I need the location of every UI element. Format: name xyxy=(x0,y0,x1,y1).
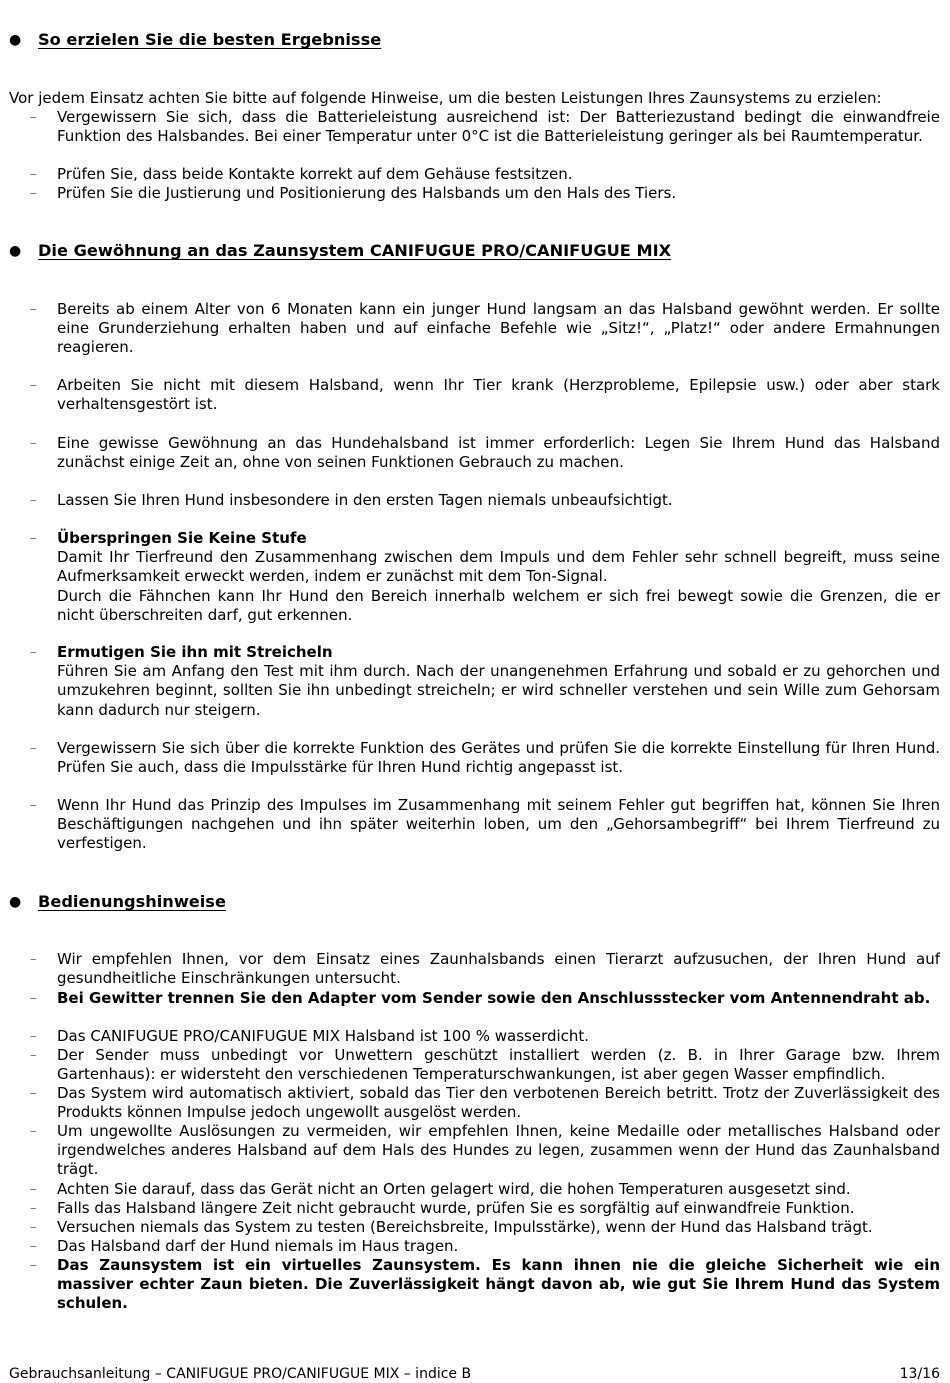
list-item: – Ermutigen Sie ihn mit Streicheln Führen Sie am Anfang den Test mit ihm durch. Nach der unangenehmen Erfahrung und sobald er zu gehorchen und umzukehren beginnt, sollten Sie ihn unbedingt streicheln; er wird schneller verstehen und sein Wille zum Gehorsam kann dadurch nur steigern. xyxy=(9,643,940,720)
dash-marker: – xyxy=(30,302,37,317)
dash-marker: – xyxy=(30,110,37,125)
dash-marker: – xyxy=(30,167,37,182)
dash-marker: – xyxy=(30,531,37,546)
list-item: – Bei Gewitter trennen Sie den Adapter vom Sender sowie den Anschlussstecker vom Antennendraht ab. xyxy=(9,989,940,1008)
list-item: – Arbeiten Sie nicht mit diesem Halsband, wenn Ihr Tier krank (Herzprobleme, Epilepsie usw.) oder aber stark verhaltensgestört ist. xyxy=(9,376,940,414)
bullet-icon: ● xyxy=(9,894,22,910)
section-title: Die Gewöhnung an das Zaunsystem CANIFUGUE PRO/CANIFUGUE MIX xyxy=(38,241,672,260)
list-item: – Das CANIFUGUE PRO/CANIFUGUE MIX Halsband ist 100 % wasserdicht. xyxy=(9,1027,940,1046)
list-item: – Das System wird automatisch aktiviert, sobald das Tier den verbotenen Bereich betritt. Trotz der Zuverlässigkeit des Produkts können Impulse jedoch ungewollt ausgelöst werden. xyxy=(9,1084,940,1122)
list-item: – Versuchen niemals das System zu testen (Bereichsbreite, Impulsstärke), wenn der Hund das Halsband trägt. xyxy=(9,1218,940,1237)
list-item: – Vergewissern Sie sich, dass die Batterieleistung ausreichend ist: Der Batteriezustand bedingt die einwandfreie Funktion des Halsbandes. Bei einer Temperatur unter 0°C ist die Batterieleistung geringer als bei Raumtemperatur. xyxy=(9,108,940,146)
list-item: – Um ungewollte Auslösungen zu vermeiden, wir empfehlen Ihnen, keine Medaille oder metallisches Halsband oder irgendwelches anderes Halsband auf dem Hals des Hundes zu legen, zusammen wenn der Hund das Zaunhalsband trägt. xyxy=(9,1122,940,1180)
section-title: So erzielen Sie die besten Ergebnisse xyxy=(38,30,382,49)
list-item: – Überspringen Sie Keine Stufe Damit Ihr Tierfreund den Zusammenhang zwischen dem Impuls und dem Fehler sehr schnell begreift, muss seine Aufmerksamkeit erweckt werden, indem er zunächst mit dem Ton-Signal. Durch die Fähnchen kann Ihr Hund den Bereich innerhalb welchem er sich frei bewegt sowie die Grenzen, die er nicht überschreiten darf, gut erkennen. xyxy=(9,529,940,625)
page-number: 13/16 xyxy=(899,1366,940,1382)
dash-marker: – xyxy=(30,1220,37,1235)
dash-marker: – xyxy=(30,1258,37,1273)
list-item: – Der Sender muss unbedingt vor Unwettern geschützt installiert werden (z. B. in Ihrer Garage bzw. Ihrem Gartenhaus): er widersteht den verschiedenen Temperaturschwankungen, ist aber gegen Wasser empfindlich. xyxy=(9,1046,940,1084)
bullet-icon: ● xyxy=(9,32,22,48)
dash-marker: – xyxy=(30,1182,37,1197)
list-item: – Achten Sie darauf, dass das Gerät nicht an Orten gelagert wird, die hohen Temperaturen ausgesetzt sind. xyxy=(9,1180,940,1199)
dash-marker: – xyxy=(30,1048,37,1063)
dash-marker: – xyxy=(30,436,37,451)
item-title: Ermutigen Sie ihn mit Streicheln xyxy=(57,643,333,661)
intro-paragraph: Vor jedem Einsatz achten Sie bitte auf folgende Hinweise, um die besten Leistungen Ihres Zaunsystems zu erzielen: xyxy=(9,89,882,107)
list-item: – Eine gewisse Gewöhnung an das Hundehalsband ist immer erforderlich: Legen Sie Ihrem Hund das Halsband zunächst einige Zeit an, ohne von seinen Funktionen Gebrauch zu machen. xyxy=(9,434,940,472)
list-item: – Wenn Ihr Hund das Prinzip des Impulses im Zusammenhang mit seinem Fehler gut begriffen hat, können Sie Ihren Beschäftigungen nachgehen und ihn später weiterhin loben, um den „Gehorsambegriff“ bei Ihrem Tierfreund zu verfestigen. xyxy=(9,796,940,854)
item-title: Überspringen Sie Keine Stufe xyxy=(57,529,307,547)
dash-marker: – xyxy=(30,1124,37,1139)
list-item: – Lassen Sie Ihren Hund insbesondere in den ersten Tagen niemals unbeaufsichtigt. xyxy=(9,491,940,510)
list-item: – Falls das Halsband längere Zeit nicht gebraucht wurde, prüfen Sie es sorgfältig auf einwandfreie Funktion. xyxy=(9,1199,940,1218)
page-footer xyxy=(9,1366,940,1383)
dash-marker: – xyxy=(30,186,37,201)
dash-marker: – xyxy=(30,991,37,1006)
list-item: – Das Halsband darf der Hund niemals im Haus tragen. xyxy=(9,1237,940,1256)
dash-marker: – xyxy=(30,645,37,660)
dash-marker: – xyxy=(30,1086,37,1101)
bullet-icon: ● xyxy=(9,243,22,259)
dash-marker: – xyxy=(30,952,37,967)
footer-document-title: Gebrauchsanleitung – CANIFUGUE PRO/CANIFUGUE MIX – indice B xyxy=(9,1366,472,1382)
dash-marker: – xyxy=(30,1201,37,1216)
section-heading-operating xyxy=(9,892,226,912)
dash-marker: – xyxy=(30,741,37,756)
dash-marker: – xyxy=(30,378,37,393)
list-item: – Bereits ab einem Alter von 6 Monaten kann ein junger Hund langsam an das Halsband gewöhnt werden. Er sollte eine Grunderziehung erhalten haben und auf einfache Befehle wie „Sitz!“, „Platz!“ oder andere Ermahnungen reagieren. xyxy=(9,300,940,358)
list-item: – Das Zaunsystem ist ein virtuelles Zaunsystem. Es kann ihnen nie die gleiche Sicherheit wie ein massiver echter Zaun bieten. Die Zuverlässigkeit hängt davon ab, wie gut Sie Ihrem Hund das System schulen. xyxy=(9,1256,940,1314)
section-title: Bedienungshinweise xyxy=(38,892,226,911)
dash-marker: – xyxy=(30,1029,37,1044)
list-item: – Vergewissern Sie sich über die korrekte Funktion des Gerätes und prüfen Sie die korrekte Einstellung für Ihren Hund. Prüfen Sie auch, dass die Impulsstärke für Ihren Hund richtig angepasst ist. xyxy=(9,739,940,777)
section-heading-results xyxy=(9,30,381,50)
dash-marker: – xyxy=(30,798,37,813)
list-item: – Prüfen Sie die Justierung und Positionierung des Halsbands um den Hals des Tiers. xyxy=(9,184,940,203)
dash-marker: – xyxy=(30,1239,37,1254)
dash-marker: – xyxy=(30,493,37,508)
section-heading-habituation xyxy=(9,241,671,261)
list-item: – Wir empfehlen Ihnen, vor dem Einsatz eines Zaunhalsbands einen Tierarzt aufzusuchen, der Ihren Hund auf gesundheitliche Einschränkungen untersucht. xyxy=(9,950,940,988)
list-item: – Prüfen Sie, dass beide Kontakte korrekt auf dem Gehäuse festsitzen. xyxy=(9,165,940,184)
